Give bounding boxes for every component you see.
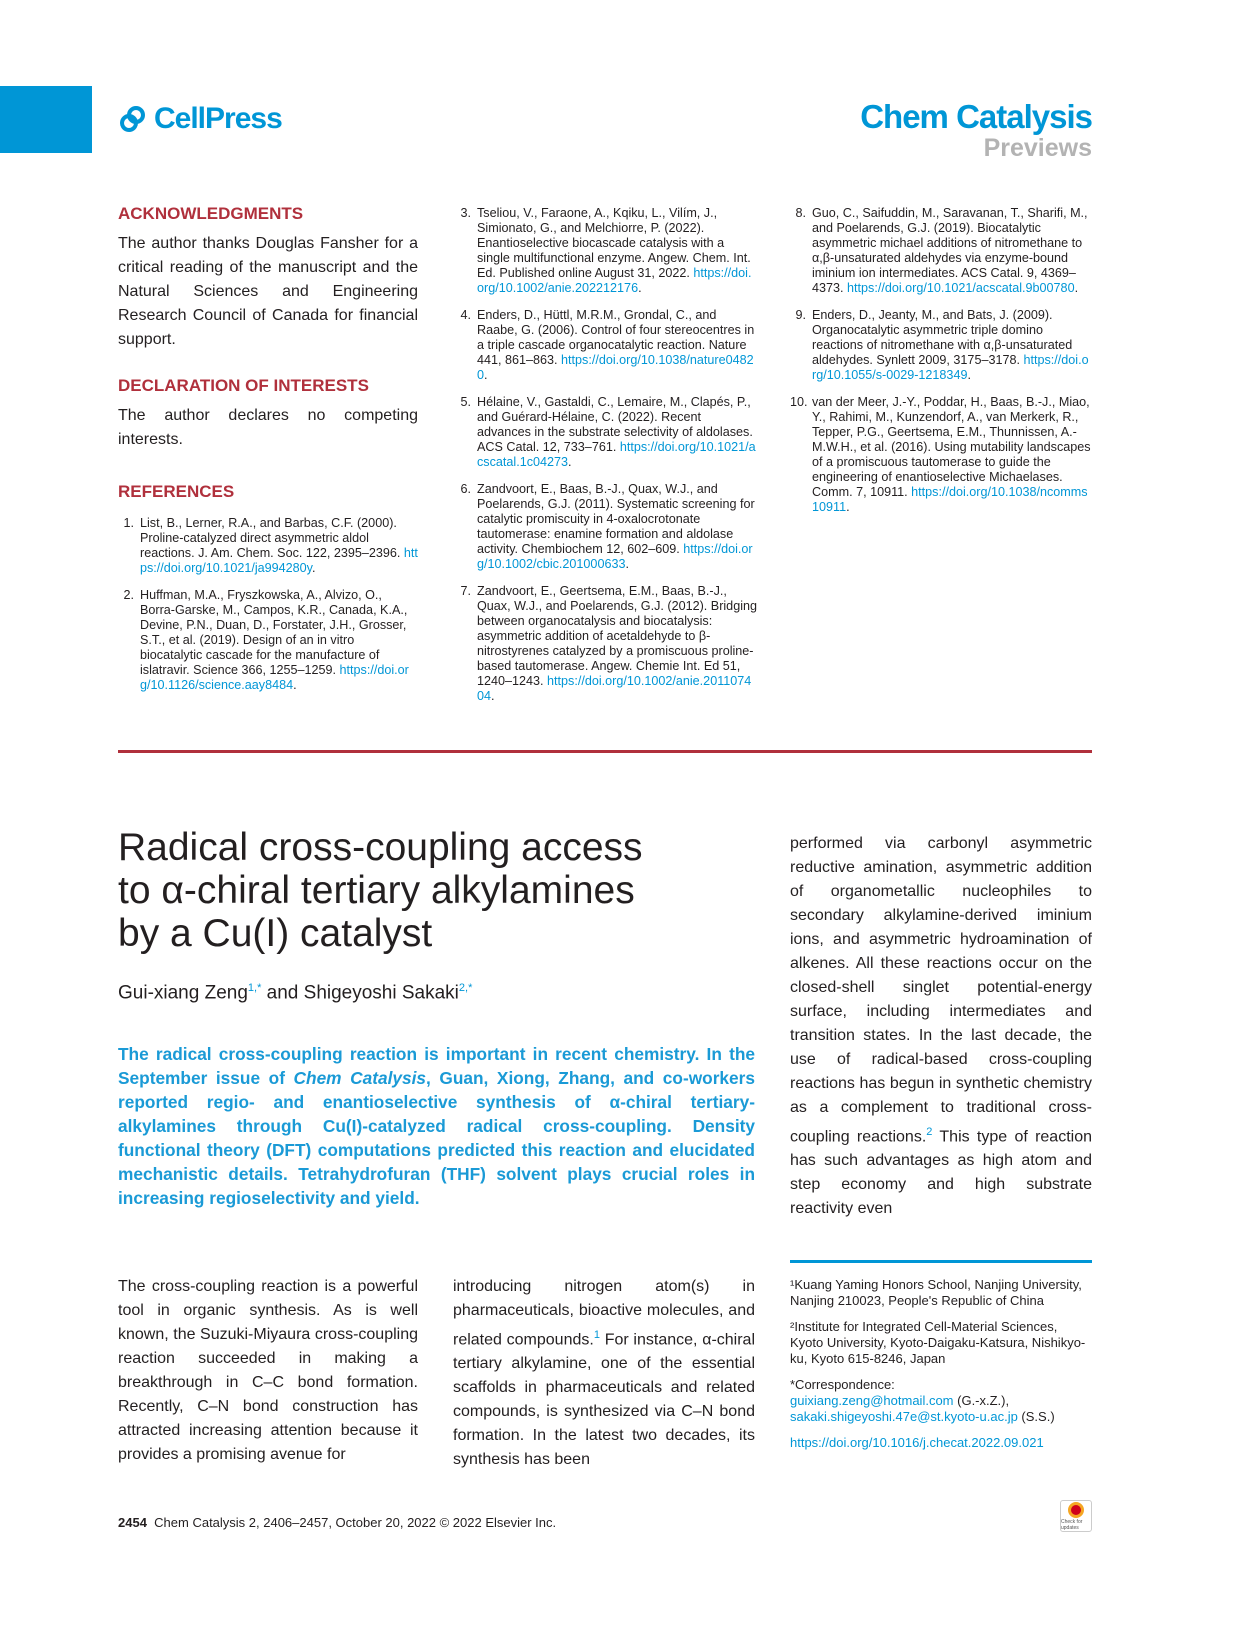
reference-body <box>477 206 757 296</box>
references-column-3 <box>790 206 1092 527</box>
author-2: Shigeyoshi Sakaki <box>303 982 459 1004</box>
reference-doi-link[interactable]: https://doi.org/10.1021/acscatal.1c04273 <box>477 440 756 469</box>
reference-end: . <box>625 557 629 571</box>
cellpress-logo[interactable] <box>118 102 282 136</box>
reference-text: Zandvoort, E., Baas, B.-J., Quax, W.J., and Poelarends, G.J. (2011). Systematic screening for catalytic promiscuity in 4-oxalocrotonate tautomerase: enamine formation and aldolase activity. Chembiochem 12, 602–609. <box>477 482 755 556</box>
reference-end: . <box>1074 281 1079 295</box>
reference-number: 10. <box>790 395 808 409</box>
publisher-name: CellPress <box>154 102 282 135</box>
reference-text: Huffman, M.A., Fryszkowska, A., Alvizo, O., Borra-Garske, M., Campos, K.R., Canada, K.A., Devine, P.N., Duan, D., Forstater, J.H., Grosser, S.T., et al. (2019). Design of an in vitro biocatalytic cascade for the manufacture of islatravir. Science 366, 1255–1259. <box>140 588 408 677</box>
reference-doi-link[interactable]: https://doi.org/10.1038/nature04820 <box>477 353 754 382</box>
reference-end: . <box>638 281 642 295</box>
reference-item <box>790 395 1092 515</box>
reference-text: Enders, D., Jeanty, M., and Bats, J. (2009). Organocatalytic asymmetric triple domino reactions of nitromethane with α,β-unsaturated aldehydes. Synlett 2009, 3175–3178. <box>812 308 1073 367</box>
email-tag: (G.-x.Z.), <box>953 1393 1010 1408</box>
citation: Chem Catalysis 2, 2406–2457, October 20, 2022 © 2022 Elsevier Inc. <box>154 1515 557 1530</box>
reference-end: . <box>846 500 850 514</box>
reference-body <box>812 308 1092 383</box>
reference-end: . <box>568 455 572 469</box>
abstract-part: , Guan, Xiong, Zhang, and co-workers reported regio- and enantioselective synthesis of α-chiral tertiary-alkylamines through Cu(I)-catalyzed radical cross-coupling. Density functional theory (DFT) computations predicted this reaction and elucidated mechanistic details. Tetrahydrofuran (THF) solvent plays crucial roles in increasing regioselectivity and yield. <box>118 1068 755 1208</box>
affiliation-2: ²Institute for Integrated Cell-Material Sciences, Kyoto University, Kyoto-Daigaku-Katsura, Nishikyo-ku, Kyoto 615-8246, Japan <box>790 1319 1086 1366</box>
reference-item <box>118 516 418 576</box>
reference-doi-link[interactable]: https://doi.org/10.1126/science.aay8484 <box>140 663 409 692</box>
journal-name: Chem Catalysis <box>860 98 1092 135</box>
reference-number: 9. <box>795 308 806 322</box>
citation-link[interactable]: 2 <box>926 1126 933 1138</box>
section-name: Previews <box>983 134 1092 162</box>
abstract-part: The radical cross-coupling reaction is important in recent chemistry. In the September issue of <box>118 1044 755 1088</box>
body-text: performed via carbonyl asymmetric reductive amination, asymmetric addition of organometallic nucleophiles to secondary alkylamine-derived iminium ions, and asymmetric hydroamination of alkenes. All these reactions occur on the closed-shell singlet potential-energy surface, including intermediates and transition states. In the last decade, the use of radical-based cross-coupling reactions has begun in synthetic chemistry as a complement to traditional cross-coupling reactions. <box>790 835 1092 1146</box>
badge-label: Check for updates <box>1061 1518 1083 1531</box>
journal-header <box>860 100 1092 162</box>
reference-item <box>118 588 418 693</box>
brand-bar <box>0 86 92 153</box>
body-column-2 <box>453 1275 755 1472</box>
cellpress-logo-icon <box>118 104 148 134</box>
ack-text: The author thanks Douglas Fansher for a critical reading of the manuscript and the Natural Sciences and Engineering Research Council of Canada for financial support. <box>118 235 418 348</box>
reference-text: Hélaine, V., Gastaldi, C., Lemaire, M., Clapés, P., and Guérard-Hélaine, C. (2022). Recent advances in the substrate selectivity of aldolases. ACS Catal. 12, 733–761. <box>477 395 753 454</box>
body-text: For instance, α-chiral tertiary alkylamine, one of the essential scaffolds in pharmaceuticals and related compounds, is synthesized via C–N bond formation. In the latest two decades, its synthesis has been <box>453 1331 756 1469</box>
reference-body <box>812 395 1092 515</box>
declaration-heading: DECLARATION OF INTERESTS <box>118 376 369 395</box>
page-number: 2454 <box>118 1515 147 1530</box>
reference-doi-link[interactable]: https://doi.org/10.1021/ja994280y <box>140 546 418 575</box>
reference-text: List, B., Lerner, R.A., and Barbas, C.F. (2000). Proline-catalyzed direct asymmetric aldol reactions. J. Am. Chem. Soc. 122, 2395–2396. <box>140 516 404 560</box>
reference-text: Guo, C., Saifuddin, M., Saravanan, T., Sharifi, M., and Poelarends, G.J. (2019). Biocatalytic asymmetric michael additions of nitromethane to α,β-unsaturated aldehydes via enzyme-bound iminium ion intermediates. ACS Catal. 9, 4369–4373. <box>812 206 1088 295</box>
reference-number: 2. <box>123 588 134 602</box>
references-heading: REFERENCES <box>118 482 235 501</box>
abstract-journal: Chem Catalysis <box>293 1068 427 1088</box>
email-link-2[interactable]: sakaki.shigeyoshi.47e@st.kyoto-u.ac.jp <box>790 1409 1018 1424</box>
reference-item <box>455 395 757 470</box>
references-column-2 <box>455 206 757 716</box>
reference-body <box>140 516 418 576</box>
reference-text: Zandvoort, E., Geertsema, E.M., Baas, B.-J., Quax, W.J., and Poelarends, G.J. (2012). Bridging between organocatalysis and biocatalysis: asymmetric addition of acetaldehyde to β-nitrostyrenes catalyzed by a promiscuous proline-based tautomerase. Angew. Chemie Int. Ed 51, 1240–1243. <box>477 584 758 688</box>
reference-doi-link[interactable]: https://doi.org/10.1002/anie.201107404 <box>477 674 752 703</box>
reference-body <box>812 206 1092 296</box>
body-text: introducing nitrogen atom(s) in pharmaceuticals, bioactive molecules, and related compounds. <box>453 1278 755 1349</box>
reference-number: 7. <box>460 584 471 598</box>
article-doi-link[interactable]: https://doi.org/10.1016/j.checat.2022.09.021 <box>790 1435 1044 1450</box>
reference-number: 8. <box>795 206 806 220</box>
reference-number: 6. <box>460 482 471 496</box>
reference-item <box>790 308 1092 383</box>
author-1: Gui-xiang Zeng <box>118 982 248 1004</box>
reference-doi-link[interactable]: https://doi.org/10.1021/acscatal.9b00780 <box>847 281 1075 295</box>
reference-body <box>477 584 757 704</box>
article-title: Radical cross-coupling access to α-chiral tertiary alkylamines by a Cu(I) catalyst <box>118 826 643 955</box>
reference-doi-link[interactable]: https://doi.org/10.1002/cbic.201000633 <box>477 542 753 571</box>
reference-number: 5. <box>460 395 471 409</box>
reference-doi-link[interactable]: https://doi.org/10.1055/s-0029-1218349 <box>812 353 1089 382</box>
email-link-1[interactable]: guixiang.zeng@hotmail.com <box>790 1393 954 1408</box>
reference-text: van der Meer, J.-Y., Poddar, H., Baas, B.-J., Miao, Y., Rahimi, M., Kunzendorf, A., van Merkerk, R., Tepper, P.G., Geertsema, E.M., Thunnissen, A.-M.W.H., et al. (2016). Using mutability landscapes of a promiscuous tautomerase to guide the engineering of enantioselective Michaelases. Comm. 7, 10911. <box>812 395 1091 499</box>
author-1-affiliation[interactable]: 1,* <box>247 982 262 994</box>
correspondence-label: *Correspondence: <box>790 1377 895 1392</box>
body-column-1: The cross-coupling reaction is a powerful tool in organic synthesis. As is well known, the Suzuki-Miyaura cross-coupling reaction succeeded in making a breakthrough in C–C bond formation. Recently, C–N bond construction has attracted increasing attention because it provides a promising avenue for <box>118 1278 418 1463</box>
authors <box>118 982 472 1004</box>
reference-number: 1. <box>123 516 134 530</box>
affiliation-divider <box>790 1260 1092 1263</box>
reference-doi-link[interactable]: https://doi.org/10.1002/anie.202212176 <box>477 266 752 295</box>
bookmark-icon <box>1068 1502 1084 1518</box>
footer <box>118 1515 556 1530</box>
reference-number: 4. <box>460 308 471 322</box>
reference-text: Enders, D., Hüttl, M.R.M., Grondal, C., and Raabe, G. (2006). Control of four stereocentres in a triple cascade organocatalytic reaction. Nature 441, 861–863. <box>477 308 755 367</box>
reference-number: 3. <box>460 206 471 220</box>
email-tag: (S.S.) <box>1017 1409 1055 1424</box>
declaration-text: The author declares no competing interests. <box>118 407 418 448</box>
reference-item <box>455 308 757 383</box>
check-for-updates-badge[interactable] <box>1060 1500 1092 1532</box>
affiliation-1: ¹Kuang Yaming Honors School, Nanjing University, Nanjing 210023, People's Republic of China <box>790 1277 1082 1308</box>
reference-item <box>455 482 757 572</box>
body-text: This type of reaction has such advantages as high atom and step economy and high substrate reactivity even <box>790 1128 1092 1218</box>
reference-text: Tseliou, V., Faraone, A., Kqiku, L., Vilím, J., Simionato, G., and Melchiorre, P. (2022). Enantioselective biocascade catalysis with a single multifunctional enzyme. Angew. Chem. Int. Ed. Published online August 31, 2022. <box>477 206 751 280</box>
reference-end: . <box>484 368 488 382</box>
left-column <box>118 204 418 705</box>
correspondence <box>790 1377 1092 1425</box>
section-divider <box>118 750 1092 753</box>
ack-heading: ACKNOWLEDGMENTS <box>118 204 304 223</box>
reference-end: . <box>312 561 316 575</box>
reference-item <box>455 206 757 296</box>
reference-item <box>455 584 757 704</box>
reference-end: . <box>293 678 297 692</box>
reference-body <box>140 588 418 693</box>
affiliations <box>790 1277 1092 1461</box>
authors-and: and <box>261 982 304 1004</box>
author-2-affiliation[interactable]: 2,* <box>458 982 473 994</box>
citation-link[interactable]: 1 <box>593 1329 600 1341</box>
abstract <box>118 1042 755 1210</box>
reference-body <box>477 482 757 572</box>
reference-item <box>790 206 1092 296</box>
reference-doi-link[interactable]: https://doi.org/10.1038/ncomms10911 <box>812 485 1088 514</box>
body-right-column <box>790 832 1092 1221</box>
reference-body <box>477 395 757 470</box>
reference-end: . <box>967 368 971 382</box>
reference-body <box>477 308 757 383</box>
reference-end: . <box>491 689 495 703</box>
